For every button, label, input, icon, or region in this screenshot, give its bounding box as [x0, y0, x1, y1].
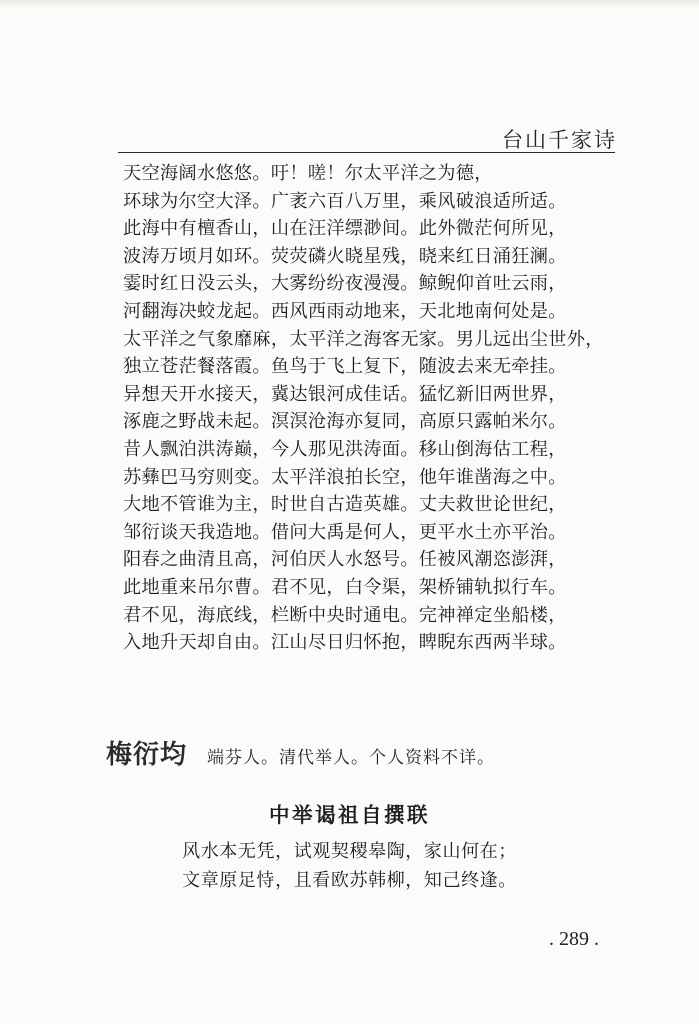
poem-line: 苏彝巴马穷则变。太平洋浪拍长空，他年谁凿海之中。	[123, 466, 567, 488]
author-block	[106, 734, 626, 774]
poem-line: 天空海阔水悠悠。吁！嗟！尔太平洋之为德，	[123, 163, 493, 184]
scan-edge	[0, 0, 699, 8]
running-header-book-title: 台山千家诗	[502, 128, 617, 152]
poem-line: 此海中有檀香山，山在汪洋缥渺间。此外微茫何所见，	[123, 218, 567, 240]
poem-line: 独立苍茫餐落霞。鱼鸟于飞上复下，随波去来无牵挂。	[123, 356, 567, 378]
poem-line: 邹衍谈天我造地。借问大禹是何人，更平水土亦平治。	[123, 521, 567, 543]
poem-line: 环球为尔空大泽。广袤六百八万里，乘风破浪适所适。	[123, 190, 567, 212]
poem-line: 阳春之曲清且高，河伯厌人水怒号。任被风潮恣澎湃，	[123, 549, 567, 571]
poem-line: 河翻海决蛟龙起。西风西雨动地来，天北地南何处是。	[123, 300, 567, 322]
poem-line: 太平洋之气象靡麻，太平洋之海客无家。男儿远出尘世外，	[123, 328, 604, 350]
couplet-title: 中举谒祖自撰联	[269, 803, 430, 827]
poem-line: 霎时红日没云头，大雾纷纷夜漫漫。鲸鲵仰首吐云雨，	[123, 273, 567, 295]
poem-line: 昔人飘泊洪涛巅，今人那见洪涛面。移山倒海估工程，	[123, 438, 567, 460]
poem-line: 入地升天却自由。江山尽日归怀抱，睥睨东西两半球。	[123, 632, 567, 654]
couplet-body	[0, 837, 699, 895]
poem-body	[123, 160, 604, 657]
poem-line: 异想天开水接天，冀达银河成佳话。猛忆新旧两世界，	[123, 383, 567, 405]
poem-line: 波涛万顷月如环。荧荧磷火晓星残，晓来红日涌狂澜。	[123, 245, 567, 267]
couplet-line-upper: 风水本无凭，试观契稷皋陶，家山何在；	[182, 841, 517, 862]
poem-line: 涿鹿之野战未起。溟溟沧海亦复同，高原只露帕米尔。	[123, 411, 567, 433]
poem-line: 大地不管谁为主，时世自古造英雄。丈夫救世论世纪，	[123, 494, 567, 516]
page-number: . 289 .	[549, 928, 599, 950]
header-rule	[118, 152, 615, 153]
author-bio: 端芬人。清代举人。个人资料不详。	[207, 748, 495, 768]
author-name: 梅衍均	[106, 740, 188, 770]
poem-line: 君不见，海底线，栏断中央时通电。完神禅定坐船楼，	[123, 604, 567, 626]
couplet-line-lower: 文章原足恃，且看欧苏韩柳，知己终逢。	[182, 870, 517, 891]
poem-line: 此地重来吊尔曹。君不见，白令渠，架桥铺轨拟行车。	[123, 576, 567, 598]
